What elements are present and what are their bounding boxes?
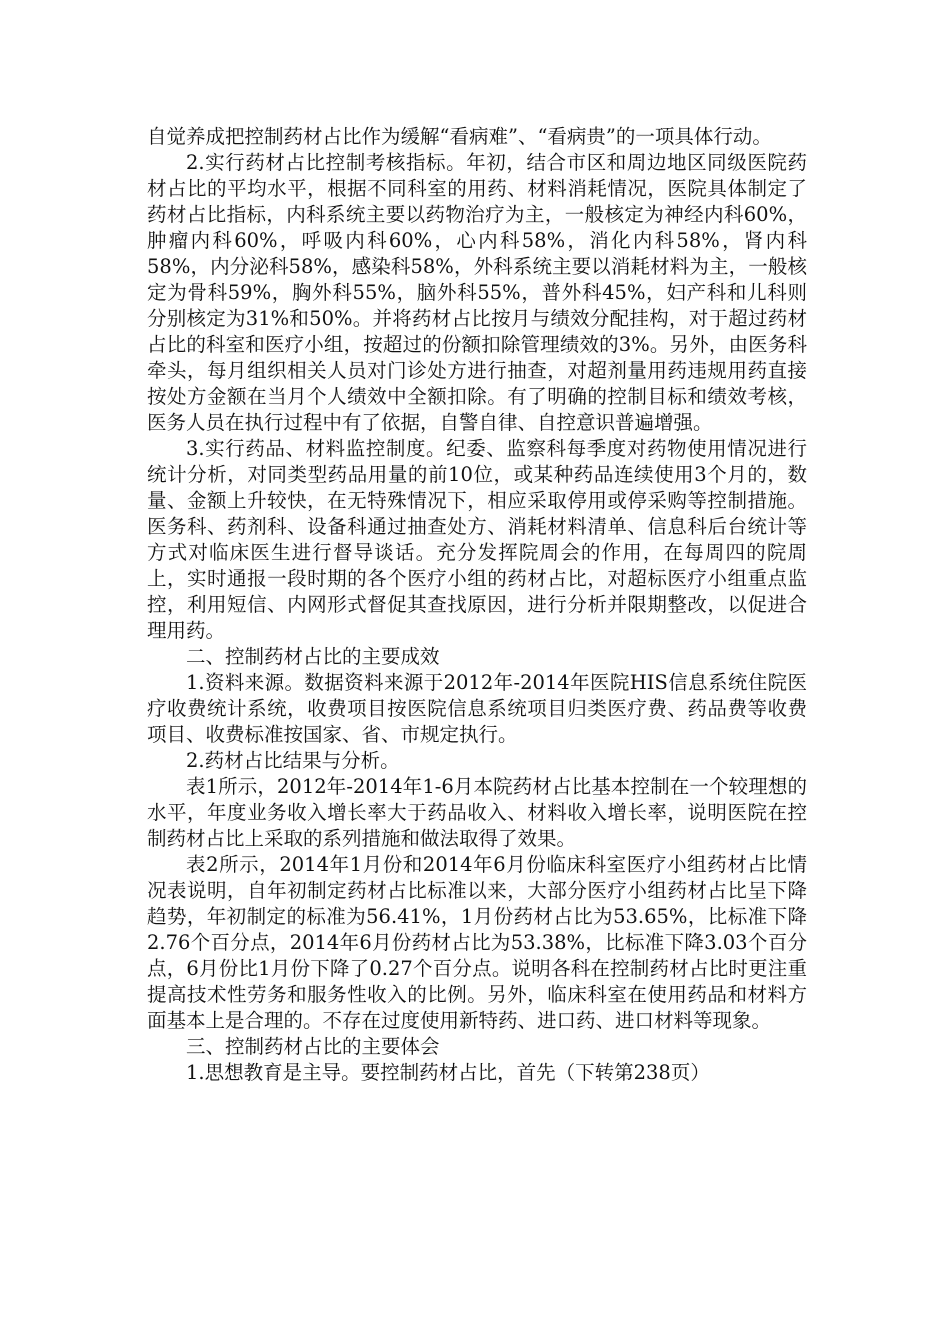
paragraph-monitoring-system: 3.实行药品、材料监控制度。纪委、监察科每季度对药物使用情况进行统计分析，对同类型药品用量的前10位，或某种药品连续使用3个月的，数量、金额上升较快，在无特殊情况下，相应采取停用或停采购等控制措施。医务科、药剂科、设备科通过抽查处方、消耗材料清单、信息科后台统计等方式对临床医生进行督导谈话。充分发挥院周会的作用，在每周四的院周上，实时通报一段时期的各个医疗小组的药材占比，对超标医疗小组重点监控，利用短信、内网形式督促其查找原因，进行分析并限期整改，以促进合理用药。: [147, 437, 807, 642]
paragraph-results-analysis: 2.药材占比结果与分析。: [186, 749, 400, 772]
paragraph-ideological-education: 1.思想教育是主导。要控制药材占比，首先（下转第238页）: [186, 1061, 710, 1084]
paragraph-assessment-indicators: 2.实行药材占比控制考核指标。年初，结合市区和周边地区同级医院药材占比的平均水平，根据不同科室的用药、材料消耗情况，医院具体制定了药材占比指标，内科系统主要以药物治疗为主，一般核定为神经内科60%，肿瘤内科60%，呼吸内科60%，心内科58%，消化内科58%，肾内科58%，内分泌科58%，感染科58%，外科系统主要以消耗材料为主，一般核定为骨科59%，胸外科55%，脑外科55%，普外科45%，妇产科和儿科则分别核定为31%和50%。并将药材占比按月与绩效分配挂构，对于超过药材占比的科室和医疗小组，按超过的份额扣除管理绩效的3%。另外，由医务科牵头，每月组织相关人员对门诊处方进行抽查，对超剂量用药违规用药直接按处方金额在当月个人绩效中全额扣除。有了明确的控制目标和绩效考核，医务人员在执行过程中有了依据，自警自律、自控意识普遍增强。: [147, 151, 807, 434]
document-page: [147, 124, 807, 1086]
paragraph-table1: 表1所示，2012年-2014年1-6月本院药材占比基本控制在一个较理想的水平，年度业务收入增长率大于药品收入、材料收入增长率，说明医院在控制药材占比上采取的系列措施和做法取得了效果。: [147, 775, 807, 850]
section-heading-experience: 三、控制药材占比的主要体会: [186, 1035, 440, 1058]
section-heading-achievements: 二、控制药材占比的主要成效: [186, 645, 440, 668]
paragraph-continuation: 自觉养成把控制药材占比作为缓解“看病难”、“看病贵”的一项具体行动。: [147, 125, 772, 148]
paragraph-table2: 表2所示，2014年1月份和2014年6月份临床科室医疗小组药材占比情况表说明，自年初制定药材占比标准以来，大部分医疗小组药材占比呈下降趋势，年初制定的标准为56.41%，1月份药材占比为53.65%，比标准下降2.76个百分点，2014年6月份药材占比为53.38%，比标准下降3.03个百分点，6月份比1月份下降了0.27个百分点。说明各科在控制药材占比时更注重提高技术性劳务和服务性收入的比例。另外，临床科室在使用药品和材料方面基本上是合理的。不存在过度使用新特药、进口药、进口材料等现象。: [147, 853, 807, 1032]
paragraph-data-source: 1.资料来源。数据资料来源于2012年-2014年医院HIS信息系统住院医疗收费统计系统，收费项目按医院信息系统项目归类医疗费、药品费等收费项目、收费标准按国家、省、市规定执行。: [147, 671, 807, 746]
